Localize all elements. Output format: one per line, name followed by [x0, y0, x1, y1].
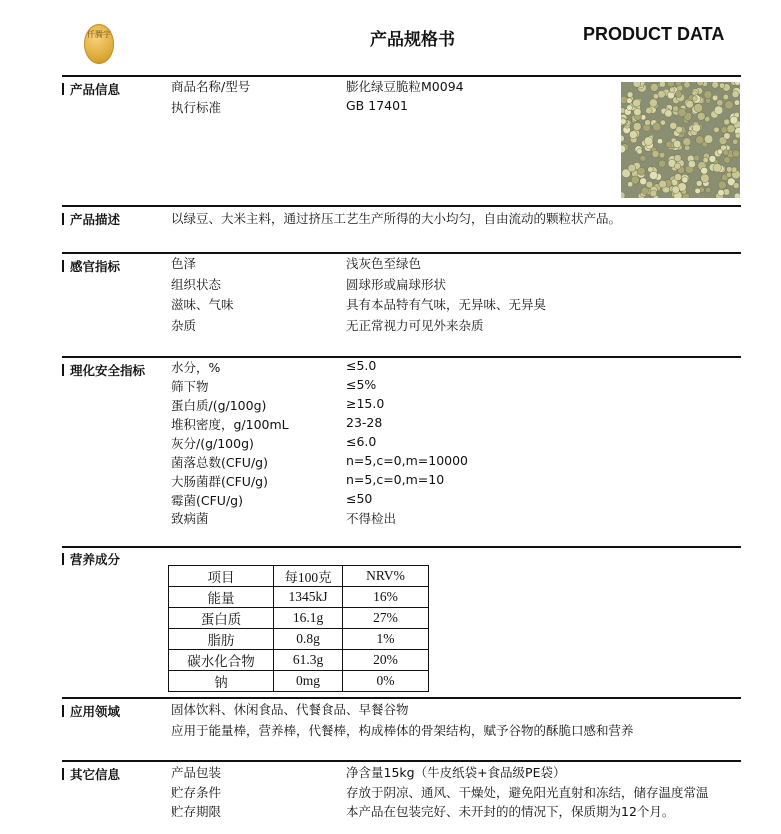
table-cell: 16.1g — [274, 608, 343, 629]
table-cell: 蛋白质 — [169, 608, 274, 629]
table-cell: 27% — [343, 608, 429, 629]
info-value: 膨化绿豆脆粒M0094 — [346, 79, 464, 94]
logo-text: 仟腾宇 — [87, 30, 111, 39]
table-row — [169, 671, 429, 692]
page-title: 产品规格书 — [370, 30, 455, 50]
physchem-value: ≤5% — [346, 377, 377, 392]
table-header-cell: 项目 — [169, 566, 274, 587]
table-cell: 20% — [343, 650, 429, 671]
sensory-value: 圆球形或扁球形状 — [346, 277, 447, 292]
table-header-cell: NRV% — [343, 566, 429, 587]
section-divider — [62, 356, 741, 358]
table-cell: 碳水化合物 — [169, 650, 274, 671]
table-header-cell: 每100克 — [274, 566, 343, 587]
physchem-key: 大肠菌群(CFU/g) — [171, 474, 268, 489]
other-key: 产品包装 — [171, 765, 222, 780]
table-row — [169, 587, 429, 608]
section-divider — [62, 546, 741, 548]
sensory-key: 杂质 — [171, 318, 197, 333]
section-label-other: 其它信息 — [62, 765, 120, 783]
table-cell: 0.8g — [274, 629, 343, 650]
section-divider — [62, 760, 741, 762]
description-text: 以绿豆、大米主料，通过挤压工艺生产所得的大小均匀，自由流动的颗粒状产品。 — [171, 211, 622, 226]
physchem-value: ≤5.0 — [346, 358, 377, 373]
physchem-key: 堆积密度，g/100mL — [171, 417, 289, 432]
info-key: 执行标准 — [171, 100, 222, 115]
sensory-key: 滋味、气味 — [171, 297, 234, 312]
table-row — [169, 629, 429, 650]
sensory-value: 浅灰色至绿色 — [346, 256, 422, 271]
company-logo — [84, 24, 114, 64]
table-cell: 1345kJ — [274, 587, 343, 608]
physchem-key: 灰分/(g/100g) — [171, 436, 254, 451]
table-cell: 61.3g — [274, 650, 343, 671]
physchem-value: 23-28 — [346, 415, 383, 430]
table-cell: 钠 — [169, 671, 274, 692]
table-cell: 能量 — [169, 587, 274, 608]
application-line: 固体饮料、休闲食品、代餐食品、早餐谷物 — [171, 702, 409, 717]
table-cell: 1% — [343, 629, 429, 650]
sensory-key: 色泽 — [171, 256, 197, 271]
other-value: 净含量15kg（牛皮纸袋+食品级PE袋） — [346, 765, 566, 780]
physchem-value: n=5,c=0,m=10 — [346, 472, 445, 487]
physchem-key: 霉菌(CFU/g) — [171, 493, 243, 508]
physchem-key: 筛下物 — [171, 379, 209, 394]
physchem-key: 菌落总数(CFU/g) — [171, 455, 268, 470]
nutrition-table — [168, 565, 429, 692]
physchem-key: 致病菌 — [171, 511, 209, 526]
section-divider — [62, 205, 741, 207]
sensory-value: 无正常视力可见外来杂质 — [346, 318, 484, 333]
table-header-row — [169, 566, 429, 587]
sensory-key: 组织状态 — [171, 277, 222, 292]
table-cell: 0% — [343, 671, 429, 692]
section-divider — [62, 697, 741, 699]
other-value: 本产品在包装完好、未开封的的情况下，保质期为12个月。 — [346, 804, 675, 819]
section-label-application: 应用领域 — [62, 702, 120, 720]
sensory-value: 具有本品特有气味，无异味、无异臭 — [346, 297, 547, 312]
section-label-nutrition: 营养成分 — [62, 550, 120, 568]
physchem-value: ≤50 — [346, 491, 373, 506]
info-key: 商品名称/型号 — [171, 79, 251, 94]
product-photo — [621, 82, 740, 198]
section-label-product-info: 产品信息 — [62, 80, 120, 98]
physchem-value: 不得检出 — [346, 511, 397, 526]
physchem-value: ≥15.0 — [346, 396, 385, 411]
other-key: 贮存条件 — [171, 785, 222, 800]
physchem-key: 水分，% — [171, 360, 221, 375]
info-value: GB 17401 — [346, 98, 408, 113]
application-line: 应用于能量棒，营养棒，代餐棒，构成棒体的骨架结构，赋予谷物的酥脆口感和营养 — [171, 723, 634, 738]
other-key: 贮存期限 — [171, 804, 222, 819]
table-cell: 0mg — [274, 671, 343, 692]
table-cell: 16% — [343, 587, 429, 608]
table-row — [169, 650, 429, 671]
physchem-value: n=5,c=0,m=10000 — [346, 453, 469, 468]
section-label-sensory: 感官指标 — [62, 257, 120, 275]
section-label-description: 产品描述 — [62, 210, 120, 228]
table-row — [169, 608, 429, 629]
page-title-en: PRODUCT DATA — [583, 24, 725, 44]
physchem-value: ≤6.0 — [346, 434, 377, 449]
other-value: 存放于阴凉、通风、干燥处，避免阳光直射和冻结，储存温度常温 — [346, 785, 709, 800]
physchem-key: 蛋白质/(g/100g) — [171, 398, 267, 413]
section-label-physchem: 理化安全指标 — [62, 361, 145, 379]
table-cell: 脂肪 — [169, 629, 274, 650]
